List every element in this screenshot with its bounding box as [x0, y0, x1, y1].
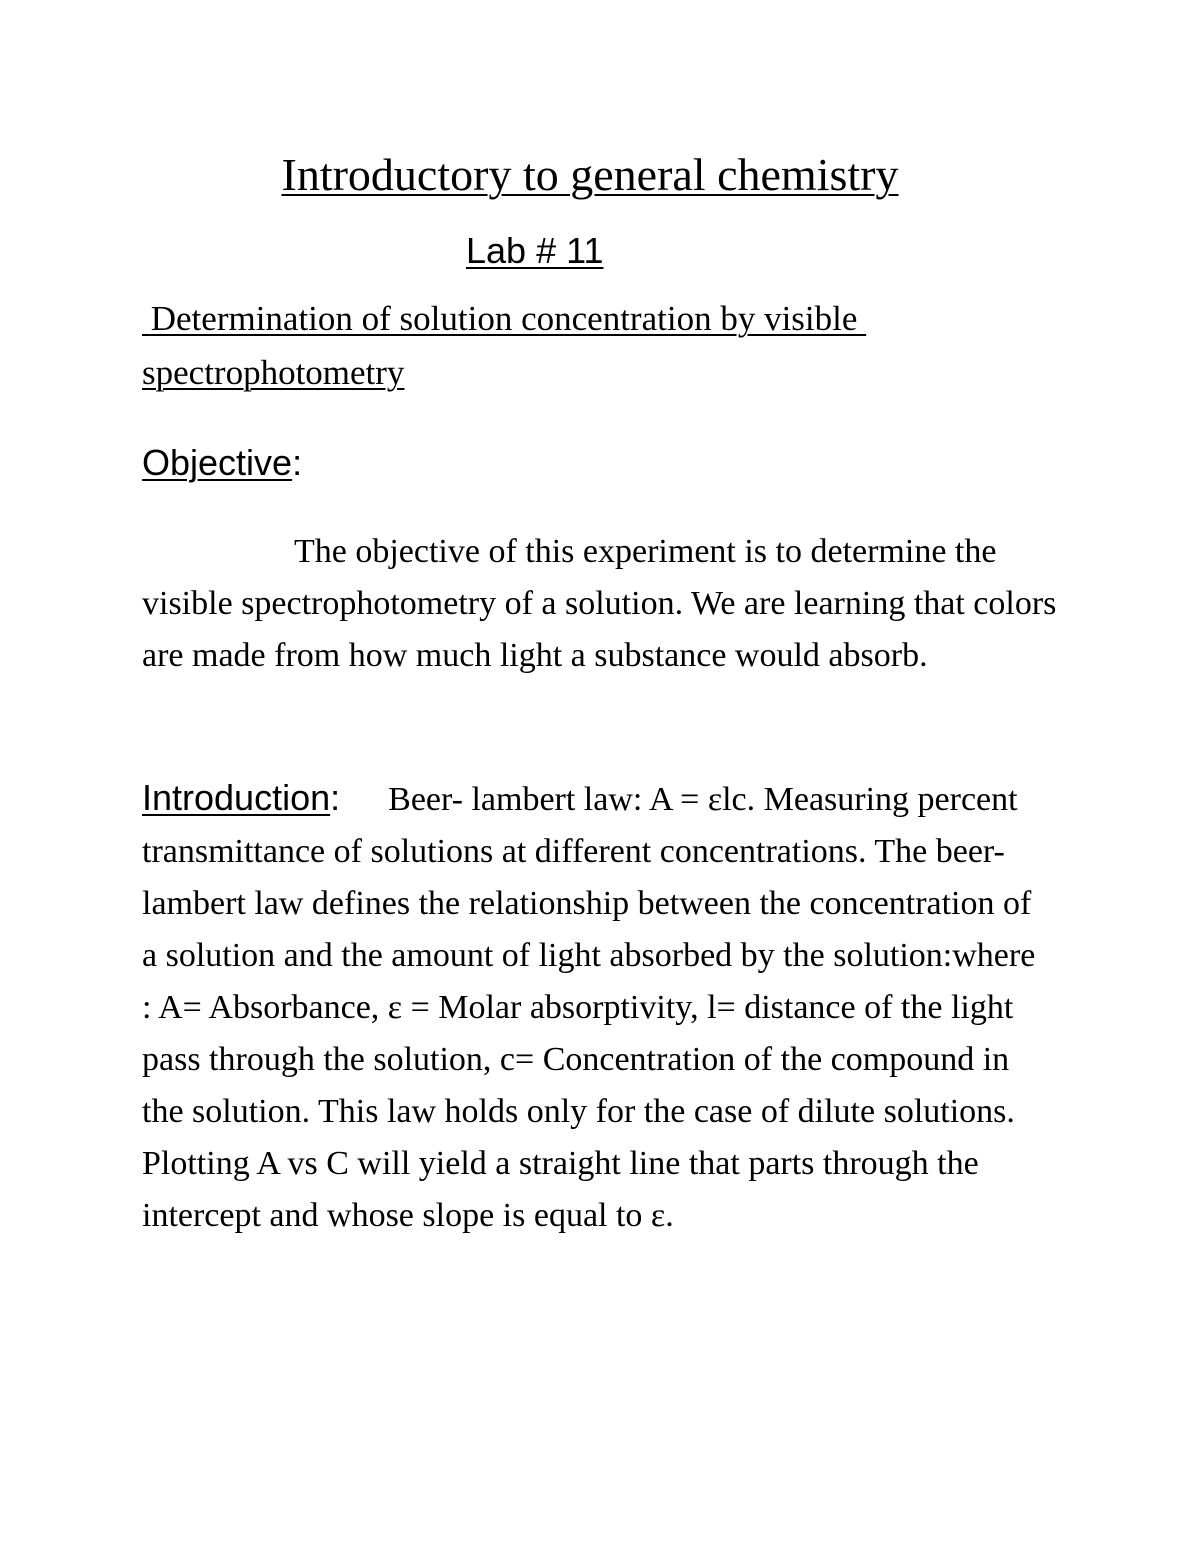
introduction-paragraph — [142, 772, 1042, 1242]
objective-heading — [142, 440, 302, 486]
introduction-heading-colon: : — [330, 777, 341, 818]
document-subtitle — [142, 292, 1042, 400]
introduction-heading: Introduction — [142, 777, 331, 818]
lab-number — [466, 228, 603, 274]
lab-number-text: Lab # 11 — [466, 230, 604, 271]
document-title-text: Introductory to general chemistry — [281, 149, 899, 200]
document-title — [0, 145, 1200, 205]
objective-heading-text: Objective — [142, 442, 293, 483]
introduction-text: Beer- lambert law: A = εlc. Measuring percent transmittance of solutions at different concentrations. The beer- lambert law defines the relationship between the concentration of a solution and the amount of light absorbed by the solution:where : A= Absorbance, ε = Molar absorptivity, l= distance of the light pass through the solution, c= Concentration of the compound in the solution. This law holds only for the case of dilute solutions. Plotting A vs C will yield a straight line that parts through the intercept and whose slope is equal to ε. — [142, 781, 1036, 1234]
document-subtitle-text: Determination of solution concentration by visible spectrophotometry — [142, 299, 867, 392]
objective-paragraph: The objective of this experiment is to determine the visible spectrophotometry of a solution. We are learning that colors are made from how much light a substance would absorb. — [142, 533, 1057, 674]
objective-heading-colon: : — [292, 442, 303, 483]
